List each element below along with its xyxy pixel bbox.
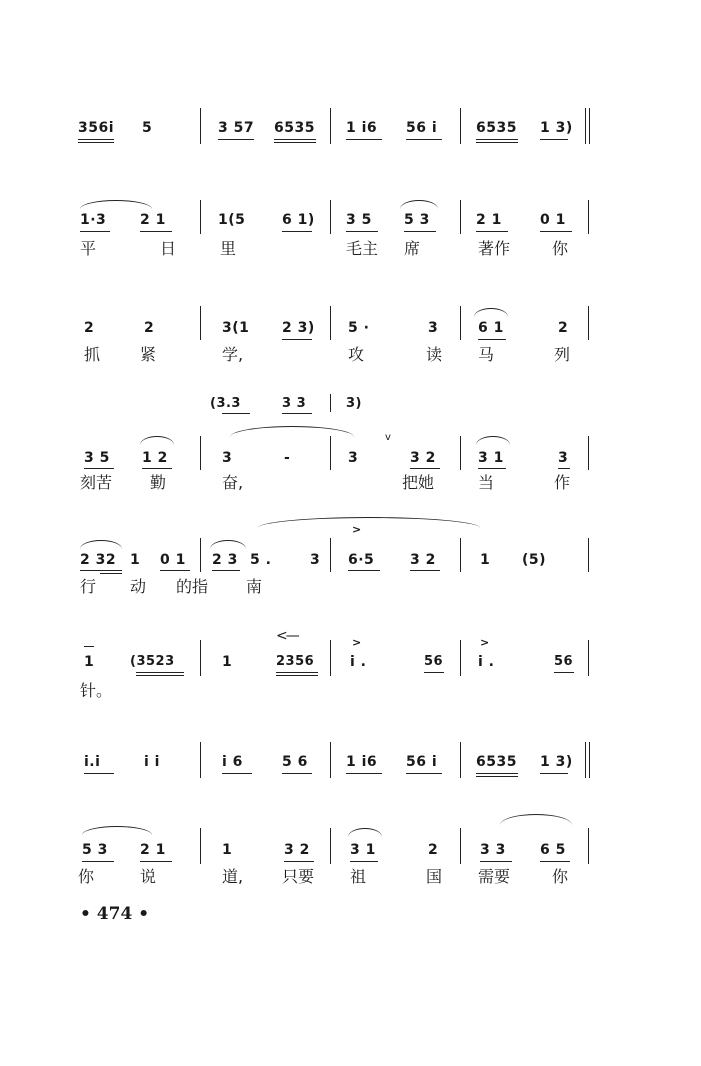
barline [460,436,461,470]
note-group: 5 3 [404,212,430,228]
note-group: 1 2 [142,450,168,466]
note-group: 1 3) [540,120,573,136]
barline [200,828,201,864]
lyric: 勤 [150,473,167,492]
slur [82,826,152,835]
note-group: 3 5 [346,212,372,228]
lyric: 道, [222,867,244,886]
lyric: 紧 [140,345,157,364]
beam-line [78,139,114,140]
lyric: 你 [552,867,569,886]
barline [588,640,589,676]
slur [230,426,354,437]
note-group: 3 [428,320,439,336]
beam-line [476,139,518,140]
lyric: 马 [478,345,495,364]
note-group: 6535 [274,120,315,136]
beam-line [346,231,378,232]
lyric: 说 [140,867,157,886]
lyric: 学, [222,345,244,364]
lyric: 国 [426,867,443,886]
beam-line [480,861,512,862]
lyric: 祖 [350,867,367,886]
beam-line [476,773,518,774]
beam-line [80,231,110,232]
beam-line [346,773,382,774]
barline [330,436,331,470]
lyric: 针。 [80,681,113,700]
beam-line [100,573,122,574]
lyric: 南 [246,577,263,596]
note-group: 3 2 [410,552,436,568]
note-group: 1 [130,552,141,568]
barline [330,828,331,864]
note-group: - [284,450,291,466]
barline [200,742,201,778]
beam-line [406,139,442,140]
beam-line [406,773,442,774]
barline [585,742,586,778]
beam-line [478,468,506,469]
note-group: 56 i [406,120,438,136]
beam-line [136,672,184,673]
lyric: 抓 [84,345,101,364]
note-group: 5 [142,120,153,136]
note-group: 2 1 [140,212,166,228]
beam-line [540,773,568,774]
accent-mark-icon: > [352,523,362,536]
barline [460,742,461,778]
lyric: 需要 [478,867,511,886]
barline [200,436,201,470]
beam-line [540,861,570,862]
note-group: i . [478,654,495,670]
beam-line [540,231,572,232]
slur [80,540,122,549]
beam-line [282,231,312,232]
barline [588,828,589,864]
slur [474,308,508,317]
note-group: 56 i [406,754,438,770]
beam-line [274,139,316,140]
barline [330,306,331,340]
slur [348,828,382,837]
note-group: i i [144,754,160,770]
note-group: 2356 [276,654,315,669]
barline [330,742,331,778]
beam-line [78,142,114,143]
lyric: 毛主 [346,239,379,258]
barline [330,538,331,572]
note-group: 1·3 [80,212,107,228]
note-group: 2 1 [140,842,166,858]
note-group: 3 [558,450,569,466]
note-group: 6535 [476,754,517,770]
slur [400,200,438,209]
alt-note-group: (3.3 [210,396,241,411]
note-group: 3 [310,552,321,568]
beam-line [80,570,122,571]
barline [200,306,201,340]
barline [330,200,331,234]
barline [589,742,590,778]
lyric: 奋, [222,473,244,492]
note-group: 3 1 [478,450,504,466]
note-group: 0 1 [160,552,186,568]
barline [200,108,201,144]
beam-line [212,570,240,571]
lyric: 席 [404,239,421,258]
barline [200,200,201,234]
barline [330,108,331,144]
lyric: 你 [78,867,95,886]
beam-line [282,339,312,340]
beam-line [140,231,172,232]
lyric: 当 [478,473,495,492]
beam-line [142,468,172,469]
barline [460,200,461,234]
barline [585,108,586,144]
beam-line [282,773,312,774]
note-group: 6 5 [540,842,566,858]
note-group: 56 [554,654,574,669]
beam-line [82,861,114,862]
beam-line [84,773,114,774]
note-group: 1 i6 [346,120,378,136]
beam-line [476,231,508,232]
beam-line [160,570,190,571]
barline [460,108,461,144]
beam-line [284,861,314,862]
note-group: 2 3) [282,320,315,336]
lyric: 日 [160,239,177,258]
note-group: 3 3 [480,842,506,858]
lyric: 你 [552,239,569,258]
note-group: 56 [424,654,444,669]
lyric: 把她 [402,473,435,492]
barline [460,640,461,676]
lyric: 平 [80,239,97,258]
note-group: 3 [348,450,359,466]
beam-line [540,139,568,140]
note-group: 5 3 [82,842,108,858]
beam-line [346,139,382,140]
slur [500,814,572,825]
crescendo-icon: <— [276,628,298,644]
tie-mark [84,646,94,647]
note-group: 3 5 [84,450,110,466]
beam-line [554,672,574,673]
note-group: 3 1 [350,842,376,858]
slur [210,540,246,549]
lyric: 动 [130,577,147,596]
barline [460,538,461,572]
note-group: 3 2 [410,450,436,466]
note-group: 2 1 [476,212,502,228]
slur [258,517,480,528]
note-group: i . [350,654,367,670]
slur [476,436,510,445]
note-group: 5 . [250,552,272,568]
beam-line [222,773,252,774]
barline [200,640,201,676]
note-group: 2 32 [80,552,117,568]
lyric: 的指 [176,577,209,596]
note-group: (3523 [130,654,175,669]
accent-mark-icon: > [480,636,490,649]
slur [80,200,152,209]
beam-line [558,468,570,469]
beam-line [276,672,318,673]
beam-line [478,339,506,340]
note-group: 2 [558,320,569,336]
lyric: 攻 [348,345,365,364]
note-group: 3 [222,450,233,466]
note-group: 1 [222,654,233,670]
page-number: • 474 • [80,904,150,924]
barline [588,200,589,234]
note-group: 5 · [348,320,370,336]
note-group: 6 1) [282,212,315,228]
note-group: 5 6 [282,754,308,770]
note-group: 2 [84,320,95,336]
lyric: 作 [554,473,571,492]
beam-line [476,142,518,143]
beam-line [276,675,318,676]
barline [588,436,589,470]
note-group: 1 [84,654,95,670]
note-group: 0 1 [540,212,566,228]
note-group: 356i [78,120,115,136]
beam-line [136,675,184,676]
note-group: 2 3 [212,552,238,568]
lyric: 著作 [478,239,511,258]
beam-line [218,139,254,140]
breath-mark-icon: v [385,432,391,443]
note-group: (5) [522,552,547,568]
lyric: 刻苦 [80,473,113,492]
barline [588,306,589,340]
lyric: 列 [554,345,571,364]
note-group: 6535 [476,120,517,136]
note-group: 3 2 [284,842,310,858]
beam-line [282,413,312,414]
beam-line [350,861,378,862]
barline [588,538,589,572]
accent-mark-icon: > [352,636,362,649]
barline [330,394,331,412]
note-group: 1 [222,842,233,858]
lyric: 只要 [282,867,315,886]
note-group: 6 1 [478,320,504,336]
alt-note-group: 3 3 [282,396,307,411]
barline [460,828,461,864]
note-group: i 6 [222,754,243,770]
beam-line [476,776,518,777]
alt-note-group: 3) [346,396,362,411]
lyric: 行 [80,577,97,596]
beam-line [348,570,380,571]
note-group: 2 [428,842,439,858]
beam-line [404,231,436,232]
lyric: 读 [426,345,443,364]
barline [460,306,461,340]
barline [200,538,201,572]
beam-line [274,142,316,143]
beam-line [410,468,440,469]
slur [140,436,174,445]
beam-line [424,672,444,673]
beam-line [140,861,172,862]
lyric: 里 [220,239,237,258]
note-group: i.i [84,754,101,770]
note-group: 1(5 [218,212,246,228]
beam-line [84,468,114,469]
note-group: 1 3) [540,754,573,770]
note-group: 3(1 [222,320,250,336]
note-group: 1 [480,552,491,568]
beam-line [410,570,440,571]
note-group: 6·5 [348,552,375,568]
note-group: 1 i6 [346,754,378,770]
beam-line [222,413,250,414]
barline [589,108,590,144]
note-group: 2 [144,320,155,336]
note-group: 3 57 [218,120,255,136]
barline [330,640,331,676]
